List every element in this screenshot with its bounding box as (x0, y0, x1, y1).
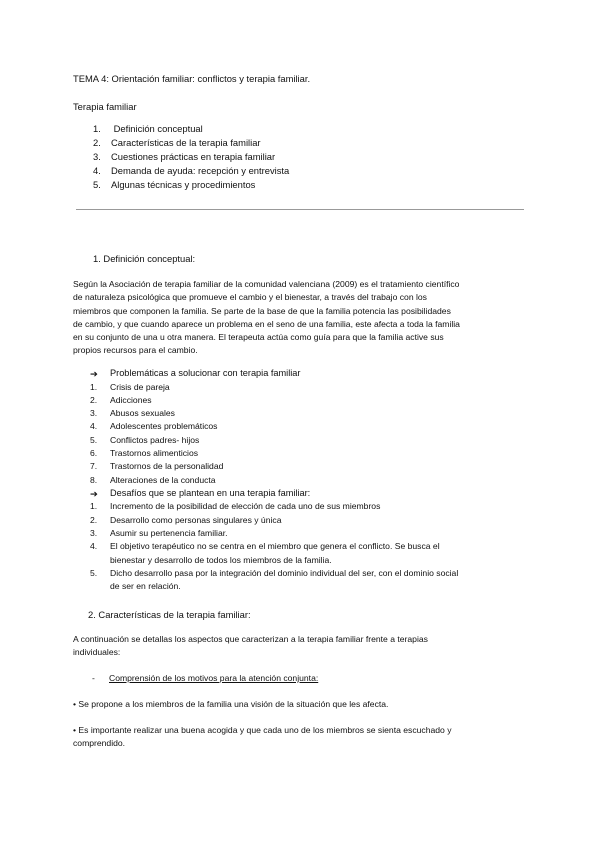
list-item: 1. Incremento de la posibilidad de elección de cada uno de sus miembros (90, 501, 381, 512)
toc-item (93, 164, 289, 178)
list-heading-problems: ➔ Problemáticas a solucionar con terapia familiar (90, 368, 301, 379)
list-heading-challenges: ➔ Desafíos que se plantean en una terapia familiar: (90, 487, 311, 499)
toc-number: 2. (93, 137, 101, 148)
arrow-icon: ➔ (90, 368, 98, 379)
list-item: 2. Adicciones (90, 394, 152, 405)
horizontal-divider (76, 209, 524, 210)
section-2-heading: 2. Características de la terapia familiar: (88, 609, 251, 620)
toc-item (93, 136, 289, 150)
toc-number: 4. (93, 165, 101, 176)
section-1-paragraph (73, 278, 528, 358)
toc-number: 3. (93, 151, 101, 162)
paragraph-line: de naturaleza psicológica que promueve el cambio y el bienestar, a través del trabajo con los (73, 292, 427, 303)
list-item: 5. Conflictos padres- hijos (90, 434, 200, 445)
subsection-heading: Comprensión de los motivos para la atención conjunta: (109, 673, 319, 683)
document-header: TEMA 4: Orientación familiar: conflictos y terapia familiar. (73, 73, 311, 84)
paragraph-line: comprendido. (73, 738, 126, 749)
paragraph-line: de cambio, y que cuando aparece un problema en el seno de una familia, este afecta a toda la familia (73, 318, 460, 329)
paragraph-line: • Es importante realizar una buena acogida y que cada uno de los miembros se sienta escuchado y (73, 725, 452, 735)
problems-and-challenges-list (90, 367, 458, 593)
toc-text: Características de la terapia familiar (111, 137, 261, 148)
list-item: 8. Alteraciones de la conducta (90, 474, 216, 485)
list-item: 4. Adolescentes problemáticos (90, 421, 218, 432)
section-2-intro (73, 633, 528, 660)
toc-item (93, 178, 289, 192)
table-of-contents (93, 122, 289, 192)
toc-text: Demanda de ayuda: recepción y entrevista (111, 165, 290, 176)
dash-marker: - (92, 673, 95, 683)
toc-item (93, 122, 289, 136)
list-item: 6. Trastornos alimenticios (90, 447, 199, 458)
list-item: 4. El objetivo terapéutico no se centra en el miembro que genera el conflicto. Se busca el bienestar y desarrollo de todos los miembros de la familia. (90, 541, 440, 565)
paragraph-line: propios recursos para el cambio. (73, 345, 198, 356)
paragraph-line: A continuación se detallas los aspectos que caracterizan a la terapia familiar frente a terapias (73, 634, 428, 644)
paragraph-line: en su conjunto de una u otra manera. El terapeuta actúa como guía para que la familia active sus (73, 332, 444, 343)
list-item: 7. Trastornos de la personalidad (90, 461, 224, 472)
toc-number: 5. (93, 179, 101, 190)
list-item: 5. Dicho desarrollo pasa por la integración del dominio individual del ser, con el dominio social de ser en relación. (90, 567, 459, 592)
paragraph-line: miembros que componen la familia. Se parte de la base de que la familia potencia las posibilidades (73, 305, 451, 316)
bullet-item (73, 724, 528, 751)
bullet-item: • Se propone a los miembros de la familia una visión de la situación que les afecta. (73, 699, 389, 709)
section-1-heading: 1. Definición conceptual: (93, 253, 196, 264)
paragraph-line: individuales: (73, 647, 121, 658)
paragraph-line: Según la Asociación de terapia familiar de la comunidad valenciana (2009) es el tratamiento científico (73, 279, 460, 289)
list-item: 2. Desarrollo como personas singulares y única (90, 514, 282, 525)
toc-text: Algunas técnicas y procedimientos (111, 179, 256, 190)
toc-text: Cuestiones prácticas en terapia familiar (111, 151, 276, 162)
section-title: Terapia familiar (73, 101, 137, 112)
list-item: 1. Crisis de pareja (90, 381, 170, 392)
toc-item (93, 150, 289, 164)
toc-number: 1. (93, 123, 101, 134)
list-item: 3. Abusos sexuales (90, 408, 175, 419)
toc-text: Definición conceptual (111, 123, 203, 134)
list-item: 3. Asumir su pertenencia familiar. (90, 527, 228, 538)
arrow-icon: ➔ (90, 487, 98, 499)
